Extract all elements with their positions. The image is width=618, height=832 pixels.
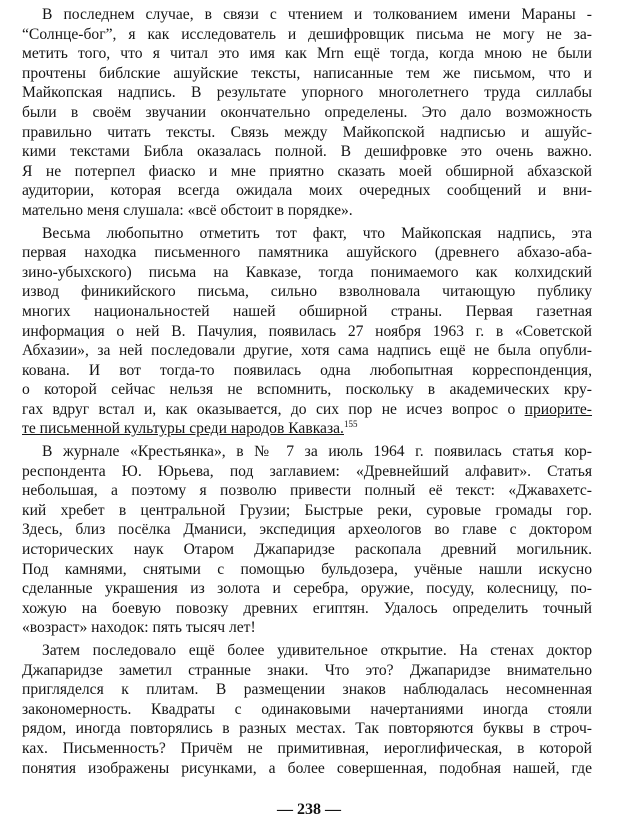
text-line: понятия изображены рисунками, а более совершенная, подобная нашей, где xyxy=(22,759,592,777)
text-line: кий хребет в центральной Грузии; Быстрые реки, суровые громады гор. xyxy=(22,501,592,519)
paragraph-4 xyxy=(22,641,592,778)
text-line xyxy=(22,419,592,439)
text-line: кими текстами Библа оказалась полной. В дешифровке это очень важно. xyxy=(22,143,592,161)
text-line: пригляделся к плитам. В размещении знаков наблюдалась несомненная xyxy=(22,681,592,699)
text-line: Джапаридзе заметил странные знаки. Что это? Джапаридзе внимательно xyxy=(22,661,592,679)
paragraph-3 xyxy=(22,442,592,638)
underlined-text: приорите- xyxy=(524,400,592,418)
text-line: метить того, что я читал это имя как Mrn ещё тогда, когда мною не были xyxy=(22,45,592,63)
text-line: “Солнце-бог”, я как исследователь и дешифровщик письма не могу не за- xyxy=(22,25,592,43)
footnote-marker: 155 xyxy=(343,419,358,430)
underlined-text: те письменной культуры среди народов Кавказа. xyxy=(22,420,344,438)
text-line: сделанные украшения из золота и серебра, оружие, посуду, колесницу, по- xyxy=(22,580,592,598)
text-line: «возраст» находок: пять тысяч лет! xyxy=(22,619,256,637)
text-line: рядом, иногда повторялись в разных местах. Так повторяются буквы в строч- xyxy=(22,720,592,738)
text-line: В журнале «Крестьянка», в № 7 за июль 1964 г. появилась статья кор- xyxy=(42,443,592,461)
text-line: ках. Письменность? Причём не примитивная, иероглифическая, в которой xyxy=(22,739,592,757)
page-number: — 238 — xyxy=(277,801,341,818)
text-line: исторических наук Отаром Джапаридзе раскопала древний могильник. xyxy=(22,541,592,559)
text-line: аудитории, которая всегда ожидала моих очередных сообщений и вни- xyxy=(22,182,592,200)
text-line: извод финикийского письма, сильно взволновала читающую публику xyxy=(22,283,592,301)
text-line: закономерность. Квадраты с одинаковыми начертаниями иногда стояли xyxy=(22,700,592,718)
text-line: кована. И вот тогда-то появилась одна любопытная корреспонденция, xyxy=(22,361,592,379)
text-line: были в своём звучании окончательно определены. Это дало возможность xyxy=(22,103,592,121)
text-line: мательно меня слушала: «всё обстоит в порядке». xyxy=(22,201,353,219)
text-line: Абхазии», за ней последовали другие, хотя сама надпись ещё не была опубли- xyxy=(22,342,592,360)
text-line: небольшая, а поэтому я позволю привести полный её текст: «Джавахетс- xyxy=(22,482,592,500)
text-line: Под камнями, снятыми с помощью бульдозера, учёные нашли искусно xyxy=(22,560,592,578)
text-line: хожую на боевую повозку древних египтян. Удалось определить точный xyxy=(22,599,592,617)
text-line: о которой сейчас нельзя не вспомнить, поскольку в академических кру- xyxy=(22,381,592,399)
text-line: Я не потерпел фиаско и мне приятно сказать моей обширной абхазской xyxy=(22,162,592,180)
text-line: первая находка письменного памятника ашуйского (древнего абхазо-аба- xyxy=(22,244,592,262)
text-line: Здесь, близ посёлка Дманиси, экспедиция археологов во главе с доктором xyxy=(22,521,592,539)
paragraph-1 xyxy=(22,5,592,221)
text-line: респондента Ю. Юрьева, под заглавием: «Древнейший алфавит». Статья xyxy=(22,462,592,480)
text-line: гах вдруг встал и, как оказывается, до сих пор не исчез вопрос о приорите- xyxy=(22,400,592,418)
text-line: многих национальностей нашей обширной страны. Первая газетная xyxy=(22,302,592,320)
text-line: правильно читать тексты. Связь между Майкопской надписью и ашуйс- xyxy=(22,123,592,141)
text-line: Затем последовало ещё более удивительное открытие. На стенах доктор xyxy=(42,642,592,659)
text-line: прочтены библские ашуйские тексты, написанные тем же письмом, что и xyxy=(22,64,592,82)
text-line: информация о ней В. Пачулия, появилась 27 ноября 1963 г. в «Советской xyxy=(22,322,592,340)
paragraph-2 xyxy=(22,224,592,440)
text-line: Весьма любопытно отметить тот факт, что Майкопская надпись, эта xyxy=(42,224,592,242)
text-line: Майкопская надпись. В результате упорного многолетнего труда силлабы xyxy=(22,84,592,102)
text-line: зино-убыхского) письма на Кавказе, тогда понимаемого как колхидский xyxy=(22,263,592,281)
text-line: В последнем случае, в связи с чтением и толкованием имени Мараны - xyxy=(42,6,592,23)
